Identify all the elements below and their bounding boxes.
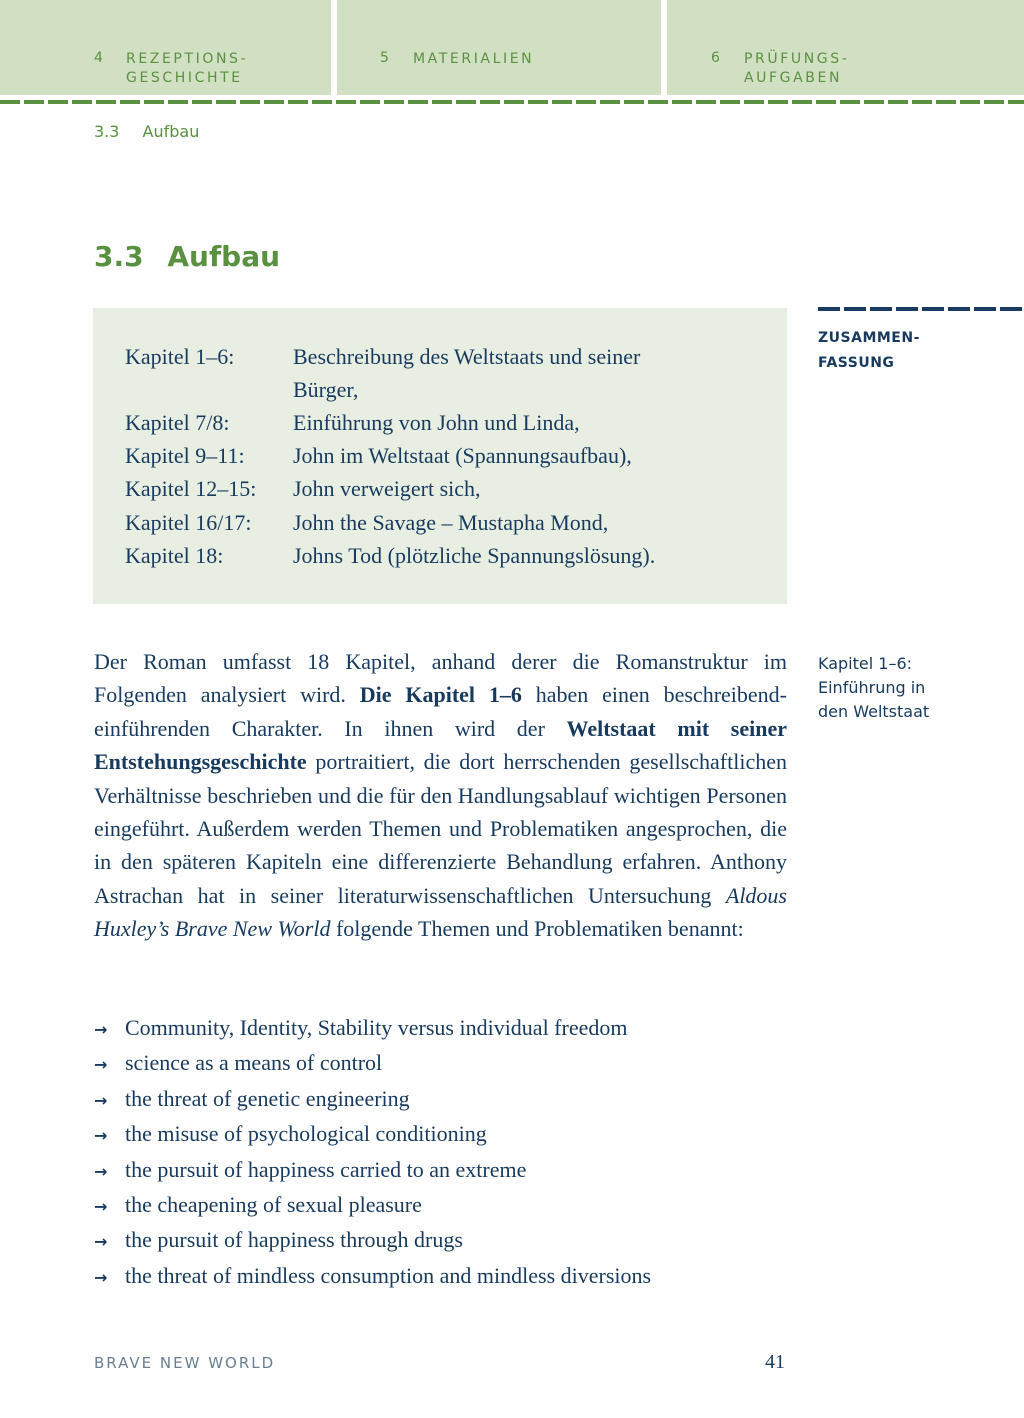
tab-number: 4 [94, 50, 106, 66]
list-item: → the cheapening of sexual pleasure [94, 1188, 651, 1223]
page-number: 41 [765, 1351, 785, 1373]
sidebar-label-zusammenfassung: ZUSAMMEN- FASSUNG [818, 330, 920, 371]
summary-description: Johns Tod (plötzliche Spannungslösung). [293, 543, 656, 568]
summary-row [125, 439, 632, 472]
list-item: → science as a means of control [94, 1046, 651, 1081]
summary-chapters: Kapitel 9–11: [125, 443, 245, 468]
summary-chapters: Kapitel 1–6: [125, 344, 235, 369]
summary-box [93, 308, 787, 604]
list-item: → the threat of genetic engineering [94, 1082, 651, 1117]
arrow-right-icon: → [94, 1090, 108, 1110]
arrow-right-icon: → [94, 1232, 108, 1252]
arrow-right-icon: → [94, 1126, 108, 1146]
summary-description: Bürger, [293, 377, 359, 402]
summary-description: Beschreibung des Weltstaats und seiner [293, 344, 641, 369]
emphasis: Weltstaat mit seiner Entstehungsgeschichte [94, 715, 787, 775]
summary-row [125, 506, 608, 539]
summary-description: John the Savage – Mustapha Mond, [293, 510, 609, 535]
tab-label: REZEPTIONS- GESCHICHTE [126, 51, 249, 86]
arrow-right-icon: → [94, 1197, 108, 1217]
book-title: Aldous Huxley’s Brave New World [94, 882, 787, 942]
section-title: Aufbau [167, 240, 281, 273]
footer-book-title: BRAVE NEW WORLD [94, 1354, 276, 1372]
list-item: → Community, Identity, Stability versus individual freedom [94, 1011, 651, 1046]
running-head-number: 3.3 [94, 122, 120, 141]
summary-description: Einführung von John und Linda, [293, 410, 580, 435]
summary-description: John im Weltstaat (Spannungsaufbau), [293, 443, 632, 468]
list-item: → the pursuit of happiness through drugs [94, 1223, 651, 1258]
tab-pruefungsaufgaben[interactable] [667, 0, 1024, 95]
running-head [94, 122, 199, 141]
summary-row [125, 539, 655, 572]
tab-label: PRÜFUNGS- AUFGABEN [744, 51, 850, 86]
list-item: → the threat of mindless consumption and mindless diversions [94, 1259, 651, 1294]
theme-list [94, 1011, 651, 1294]
arrow-right-icon: → [94, 1020, 108, 1039]
list-item: → the pursuit of happiness carried to an extreme [94, 1153, 651, 1188]
tab-label: MATERIALIEN [413, 51, 535, 67]
body-paragraph: Der Roman umfasst 18 Kapitel, anhand derer die Romanstruktur im Folgenden analysiert wird. Die Kapitel 1–6 haben einen beschreibend-einführenden Charakter. In ihnen wird der Weltstaat mit seiner Entstehungsgeschichte portraitiert, die dort herrschenden gesellschaftlichen Verhältnisse beschrieben und die für den Handlungsablauf wichtigen Personen eingeführt. Außerdem werden Themen und Problematiken angesprochen, die in den späteren Kapiteln eine differenzierte Behandlung erfahren. Anthony Astrachan hat in seiner literaturwissenschaftlichen Untersuchung Aldous Huxley’s Brave New World folgende Themen und Problematiken benannt: [94, 649, 787, 942]
section-number: 3.3 [94, 240, 144, 273]
summary-row [125, 373, 358, 406]
tab-rezeptionsgeschichte[interactable] [0, 0, 331, 95]
tab-materialien[interactable] [337, 0, 661, 95]
arrow-right-icon: → [94, 1161, 108, 1181]
arrow-right-icon: → [94, 1055, 108, 1075]
summary-chapters: Kapitel 12–15: [125, 476, 257, 501]
tab-number: 5 [380, 50, 392, 66]
header-dashed-divider [0, 100, 1024, 104]
summary-chapters: Kapitel 18: [125, 543, 224, 568]
section-heading [94, 240, 280, 273]
summary-row [125, 472, 481, 505]
emphasis: Die Kapitel 1–6 [359, 682, 522, 708]
list-item: → the misuse of psychological conditioning [94, 1117, 651, 1152]
margin-note: Kapitel 1–6: Einführung in den Weltstaat [818, 654, 930, 721]
summary-row [125, 406, 580, 439]
summary-chapters: Kapitel 16/17: [125, 510, 252, 535]
arrow-right-icon: → [94, 1267, 108, 1287]
summary-chapters: Kapitel 7/8: [125, 410, 230, 435]
chapter-navigation-tabs [0, 0, 1024, 96]
sidebar-dashed-divider [818, 307, 1024, 311]
summary-row [125, 340, 640, 373]
summary-description: John verweigert sich, [293, 476, 481, 501]
tab-number: 6 [711, 50, 723, 66]
running-head-title: Aufbau [142, 122, 200, 141]
